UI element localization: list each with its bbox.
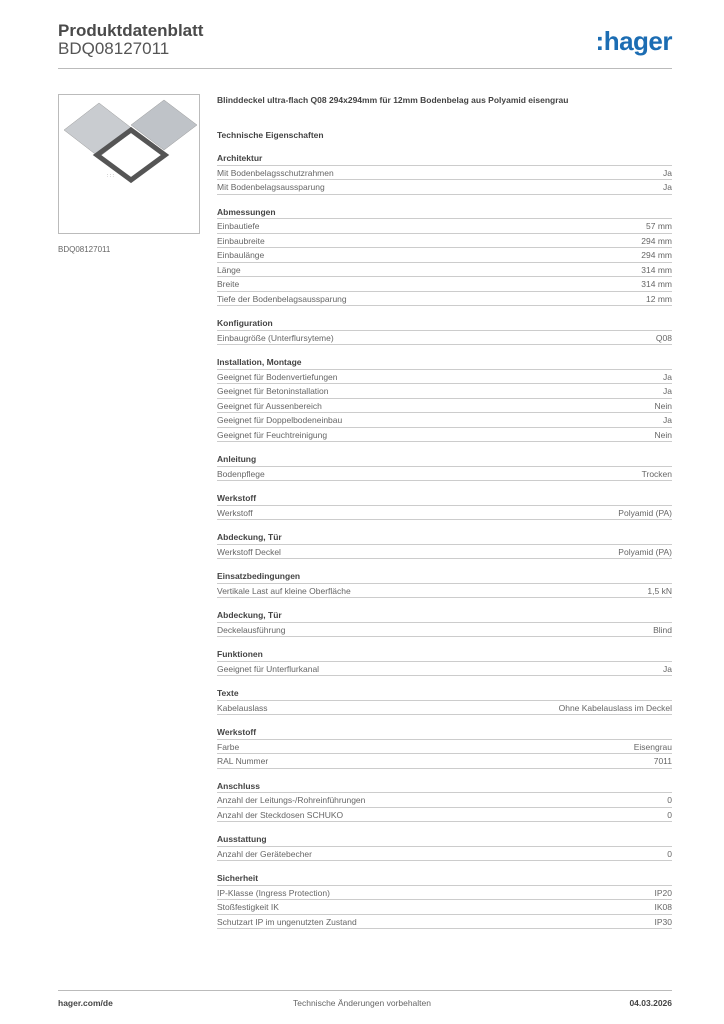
- section-heading: Konfiguration: [217, 316, 672, 331]
- property-label: Geeignet für Unterflurkanal: [217, 663, 320, 674]
- property-label: Einbaubreite: [217, 235, 265, 246]
- section-heading: Abdeckung, Tür: [217, 530, 672, 545]
- property-label: RAL Nummer: [217, 756, 269, 766]
- product-title: Blinddeckel ultra-flach Q08 294x294mm für 12mm Bodenbelag aus Polyamid eisengrau: [217, 95, 569, 105]
- property-section: [217, 452, 672, 481]
- property-row: [217, 248, 672, 263]
- property-value: 12 mm: [646, 293, 672, 304]
- property-value: 7011: [653, 756, 672, 766]
- property-section: [217, 569, 672, 598]
- property-row: [217, 263, 672, 278]
- property-row: [217, 219, 672, 234]
- property-value: Eisengrau: [633, 741, 672, 752]
- property-row: [217, 331, 672, 346]
- property-value: Ja: [663, 167, 672, 178]
- property-value: Ja: [663, 182, 672, 192]
- hager-logo: :hager: [595, 26, 672, 56]
- property-row: [217, 584, 672, 599]
- svg-text:: : :: : : :: [107, 173, 114, 179]
- property-value: Ja: [663, 386, 672, 396]
- property-row: [217, 740, 672, 755]
- property-section: [217, 355, 672, 442]
- property-row: [217, 399, 672, 414]
- property-value: 57 mm: [646, 221, 672, 231]
- section-heading: Werkstoff: [217, 491, 672, 506]
- property-value: Ja: [663, 415, 672, 425]
- property-section: [217, 832, 672, 861]
- property-value: Nein: [654, 429, 672, 440]
- property-label: Länge: [217, 264, 241, 275]
- product-code: BDQ08127011: [58, 39, 170, 58]
- property-section: [217, 608, 672, 637]
- property-row: [217, 793, 672, 808]
- property-label: Geeignet für Aussenbereich: [217, 400, 322, 411]
- property-label: Anzahl der Gerätebecher: [217, 848, 312, 859]
- section-heading: Werkstoff: [217, 725, 672, 740]
- property-row: [217, 234, 672, 249]
- section-heading: Abmessungen: [217, 205, 672, 220]
- property-label: Anzahl der Steckdosen SCHUKO: [217, 809, 344, 820]
- property-row: [217, 545, 672, 560]
- property-label: Einbaugröße (Unterflursyteme): [217, 332, 334, 343]
- property-section: [217, 871, 672, 929]
- property-row: [217, 413, 672, 428]
- property-row: [217, 701, 672, 716]
- property-label: Tiefe der Bodenbelagsaussparung: [217, 293, 347, 304]
- property-value: IP30: [654, 916, 672, 927]
- property-label: Geeignet für Bodenvertiefungen: [217, 371, 338, 382]
- property-label: Werkstoff: [217, 507, 253, 518]
- property-value: Q08: [655, 332, 672, 343]
- property-row: [217, 754, 672, 769]
- section-heading: Ausstattung: [217, 832, 672, 847]
- section-heading: Architektur: [217, 151, 672, 166]
- property-value: Ja: [663, 663, 672, 674]
- property-value: 314 mm: [641, 279, 672, 289]
- property-label: Schutzart IP im ungenutzten Zustand: [217, 916, 357, 927]
- property-section: [217, 205, 672, 307]
- property-row: [217, 886, 672, 901]
- section-heading: Abdeckung, Tür: [217, 608, 672, 623]
- property-sections: [217, 151, 672, 929]
- property-row: [217, 506, 672, 521]
- property-label: Farbe: [217, 741, 240, 752]
- property-section: [217, 530, 672, 559]
- property-row: [217, 900, 672, 915]
- property-value: 294 mm: [641, 250, 672, 260]
- property-row: [217, 847, 672, 862]
- property-label: Breite: [217, 279, 240, 289]
- property-row: [217, 384, 672, 399]
- property-row: [217, 166, 672, 181]
- property-value: Trocken: [641, 468, 672, 479]
- property-row: [217, 808, 672, 823]
- property-value: 0: [667, 809, 672, 820]
- property-label: Mit Bodenbelagsschutzrahmen: [217, 167, 334, 178]
- property-value: Polyamid (PA): [618, 546, 672, 557]
- property-row: [217, 180, 672, 195]
- property-section: [217, 491, 672, 520]
- property-row: [217, 428, 672, 443]
- section-heading: Sicherheit: [217, 871, 672, 886]
- section-heading: Anschluss: [217, 779, 672, 794]
- property-row: [217, 662, 672, 677]
- property-label: Anzahl der Leitungs-/Rohreinführungen: [217, 795, 366, 805]
- property-row: [217, 370, 672, 385]
- header-divider: [58, 68, 672, 69]
- property-value: 0: [667, 795, 672, 805]
- footer-date: 04.03.2026: [629, 998, 672, 1008]
- property-row: [217, 467, 672, 482]
- property-section: [217, 647, 672, 676]
- tech-heading: Technische Eigenschaften: [217, 130, 324, 140]
- property-section: [217, 151, 672, 195]
- property-label: Geeignet für Doppelbodeneinbau: [217, 415, 343, 425]
- image-caption: BDQ08127011: [58, 245, 111, 254]
- property-value: 1,5 kN: [647, 585, 672, 596]
- section-heading: Funktionen: [217, 647, 672, 662]
- property-value: Ja: [663, 371, 672, 382]
- property-value: IK08: [654, 902, 672, 912]
- footer-divider: [58, 990, 672, 991]
- property-label: Bodenpflege: [217, 468, 265, 479]
- section-heading: Einsatzbedingungen: [217, 569, 672, 584]
- property-section: [217, 725, 672, 769]
- footer-website[interactable]: hager.com/de: [58, 998, 113, 1008]
- property-value: Polyamid (PA): [618, 507, 672, 518]
- property-label: Einbaulänge: [217, 250, 265, 260]
- property-label: Werkstoff Deckel: [217, 546, 281, 557]
- section-heading: Anleitung: [217, 452, 672, 467]
- property-section: [217, 686, 672, 715]
- property-value: Ohne Kabelauslass im Deckel: [558, 702, 672, 713]
- property-section: [217, 316, 672, 345]
- section-heading: Texte: [217, 686, 672, 701]
- footer-note: Technische Änderungen vorbehalten: [293, 998, 431, 1008]
- section-heading: Installation, Montage: [217, 355, 672, 370]
- property-value: 294 mm: [641, 235, 672, 246]
- property-label: Einbautiefe: [217, 221, 260, 231]
- property-label: Deckelausführung: [217, 624, 286, 635]
- property-label: Stoßfestigkeit IK: [217, 902, 279, 912]
- property-value: Nein: [654, 400, 672, 411]
- property-value: 0: [667, 848, 672, 859]
- property-label: Mit Bodenbelagsaussparung: [217, 182, 325, 192]
- page-title: Produktdatenblatt: [58, 21, 204, 40]
- property-label: IP-Klasse (Ingress Protection): [217, 887, 330, 898]
- property-row: [217, 277, 672, 292]
- property-label: Geeignet für Feuchtreinigung: [217, 429, 328, 440]
- property-value: IP20: [654, 887, 672, 898]
- property-label: Vertikale Last auf kleine Oberfläche: [217, 585, 351, 596]
- property-row: [217, 623, 672, 638]
- datasheet-content: [217, 95, 672, 939]
- property-row: [217, 292, 672, 307]
- property-row: [217, 915, 672, 930]
- property-value: 314 mm: [641, 264, 672, 275]
- property-section: [217, 779, 672, 823]
- property-label: Kabelauslass: [217, 702, 268, 713]
- property-value: Blind: [653, 624, 672, 635]
- property-label: Geeignet für Betoninstallation: [217, 386, 329, 396]
- product-image: [58, 94, 200, 234]
